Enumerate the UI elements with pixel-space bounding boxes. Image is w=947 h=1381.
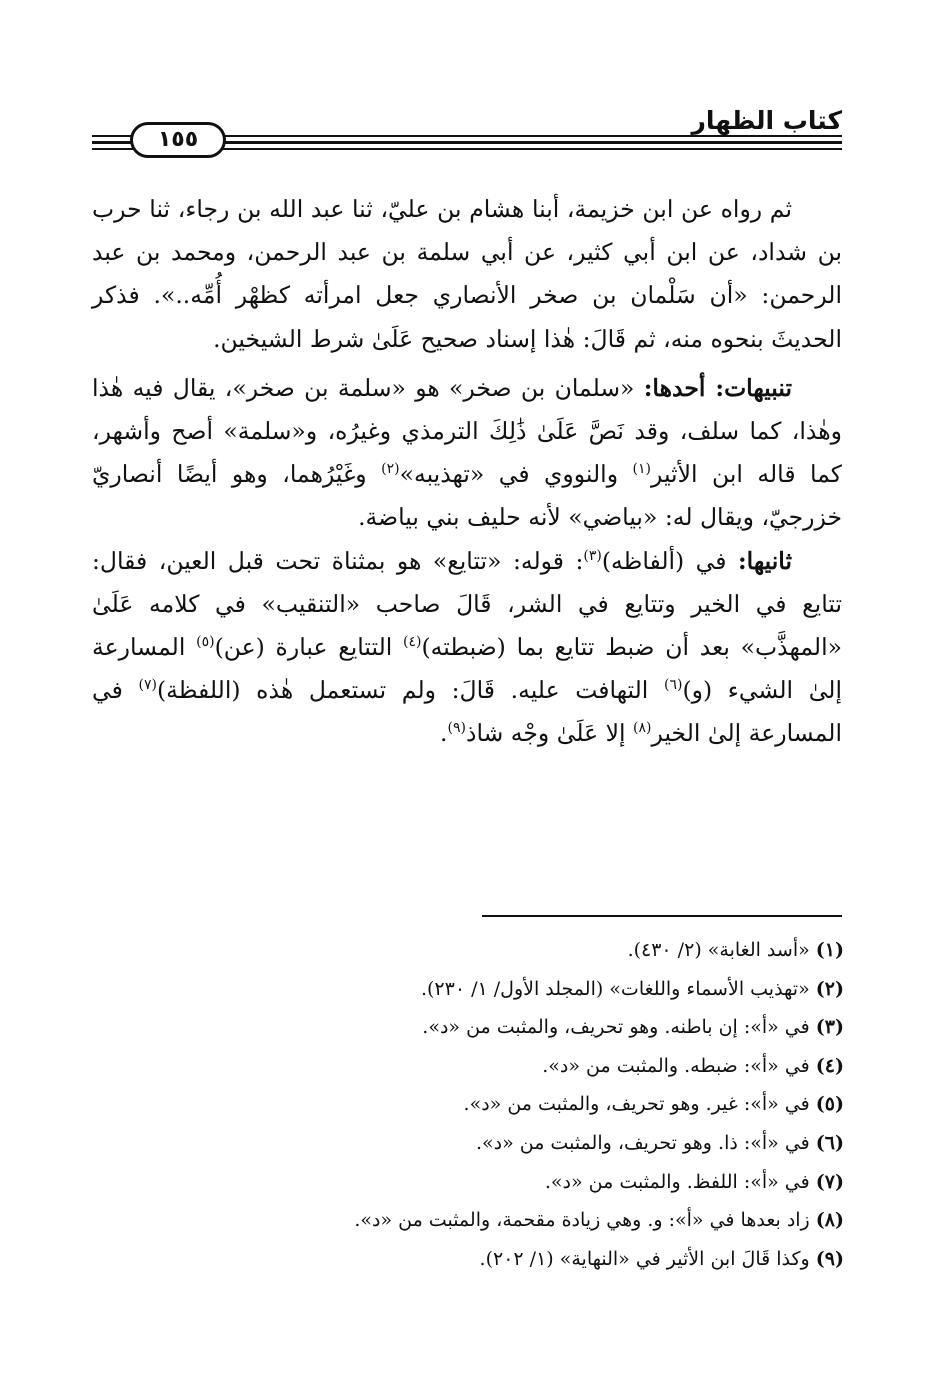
footnote-number: (٣) (815, 1016, 844, 1039)
footnote-number: (٨) (815, 1209, 844, 1232)
footnote-3 (92, 1008, 844, 1047)
footnote-text: «تهذيب الأسماء واللغات» (المجلد الأول/ ١/ ٢٣٠). (420, 977, 810, 1000)
footnote-ref-5[interactable]: (٥) (196, 634, 215, 651)
footnote-ref-2[interactable]: (٢) (381, 461, 400, 478)
footnote-ref-1[interactable]: (١) (632, 461, 651, 478)
paragraph-3-text-f: في المسارعة إلىٰ الخير (92, 676, 842, 748)
paragraph-3-text-e: التهافت عليه. قَالَ: ولم تستعمل هٰذه (اللفظة) (156, 676, 649, 705)
footnote-text: في «أ»: اللفظ. والمثبت من «د». (544, 1170, 810, 1193)
footnote-7 (92, 1163, 844, 1202)
footnote-separator (482, 915, 842, 917)
footnote-text: «أسد الغابة» (٢/ ٤٣٠). (627, 939, 810, 961)
footnote-ref-4[interactable]: (٤) (403, 634, 422, 651)
footnote-text: في «أ»: غير. وهو تحريف، والمثبت من «د». (463, 1093, 810, 1116)
page-number: ١٥٥ (130, 122, 226, 158)
page-header (92, 100, 842, 160)
footnote-5 (92, 1085, 844, 1124)
footnote-6 (92, 1124, 844, 1163)
second-note-heading: ثانيها: (737, 546, 792, 575)
footnote-number: (٧) (815, 1170, 844, 1193)
footnote-ref-8[interactable]: (٨) (633, 720, 652, 737)
paragraph-3-text-h: . (440, 719, 448, 748)
paragraph-2-text-b: والنووي في «تهذيبه» (399, 460, 619, 489)
paragraph-3 (92, 540, 842, 756)
footnote-ref-3[interactable]: (٣) (583, 547, 602, 564)
paragraph-3-text-g: إلا عَلَىٰ وجْه شاذ (466, 719, 626, 748)
footnote-number: (١) (815, 939, 844, 961)
paragraph-3-text-a: في (ألفاظه) (601, 546, 727, 575)
footnote-text: وكذا قَالَ ابن الأثير في «النهاية» (١/ ٢٠٢). (479, 1247, 810, 1270)
footnote-4 (92, 1047, 844, 1086)
book-title: كتاب الظهار (691, 106, 842, 135)
footnote-number: (٤) (815, 1054, 844, 1077)
footnote-text: زاد بعدها في «أ»: و. وهي زيادة مقحمة، والمثبت من «د». (354, 1209, 810, 1232)
footnote-text: في «أ»: إن باطنه. وهو تحريف، والمثبت من «د». (422, 1016, 810, 1039)
footnote-number: (٩) (815, 1247, 844, 1270)
paragraph-3-text-c: التتايع عبارة (عن) (214, 633, 393, 662)
footnote-ref-6[interactable]: (٦) (663, 677, 683, 694)
paragraph-1: ثم رواه عن ابن خزيمة، أبنا هشام بن عليّ، ثنا عبد الله بن رجاء، ثنا حرب بن شداد، عن ابن أبي كثير، عن أبي سلمة بن عبد الرحمن، ومحمد بن عبد الرحمن: «أن سَلْمان بن صخر الأنصاري جعل امرأته كظهْر أُمِّه..». فذكر الحديثَ بنحوه منه، ثم قَالَ: هٰذا إسناد صحيح عَلَىٰ شرط الشيخين. (92, 195, 842, 353)
footnote-number: (٥) (815, 1093, 844, 1116)
paragraph-3-text-b: : قوله: «تتايع» هو بمثناة تحت قبل العين، فقال: تتايع في الخير وتتايع في الشر، قَالَ صاحب «التنقيب» في كلامه عَلَىٰ «المهذَّب» بعد أن ضبط تتايع بما (ضبطته) (92, 546, 842, 662)
footnote-8 (92, 1201, 844, 1240)
paragraph-2 (92, 367, 842, 540)
footnote-ref-7[interactable]: (٧) (138, 677, 157, 694)
footnote-2 (92, 970, 844, 1009)
notes-heading: تنبيهات: أحدها: (643, 373, 792, 402)
paragraph-2-text-a: «سلمان بن صخر» هو «سلمة بن صخر»، يقال فيه هٰذا وهٰذا، كما سلف، وقد نَصَّ عَلَىٰ ذَٰلِكَ الترمذي وغيرُه، و«سلمة» أصح وأشهر، كما قاله ابن الأثير (92, 373, 842, 489)
paragraph-3-text-d: المسارعة إلىٰ الشيء (و) (92, 633, 842, 705)
main-text (92, 188, 842, 756)
footnotes (92, 931, 844, 1278)
footnote-number: (٢) (815, 977, 844, 1000)
footnote-ref-9[interactable]: (٩) (447, 720, 466, 737)
footnote-text: في «أ»: ضبطه. والمثبت من «د». (542, 1054, 810, 1077)
footnote-number: (٦) (815, 1131, 844, 1154)
footnote-text: في «أ»: ذا. وهو تحريف، والمثبت من «د». (475, 1131, 810, 1154)
paragraph-2-text-c: وغَيْرُهما، وهو أيضًا أنصاريّ خزرجيّ، ويقال له: «بياضي» لأنه حليف بني بياضة. (92, 460, 842, 532)
footnote-9 (92, 1240, 844, 1279)
footnote-1 (92, 931, 844, 970)
